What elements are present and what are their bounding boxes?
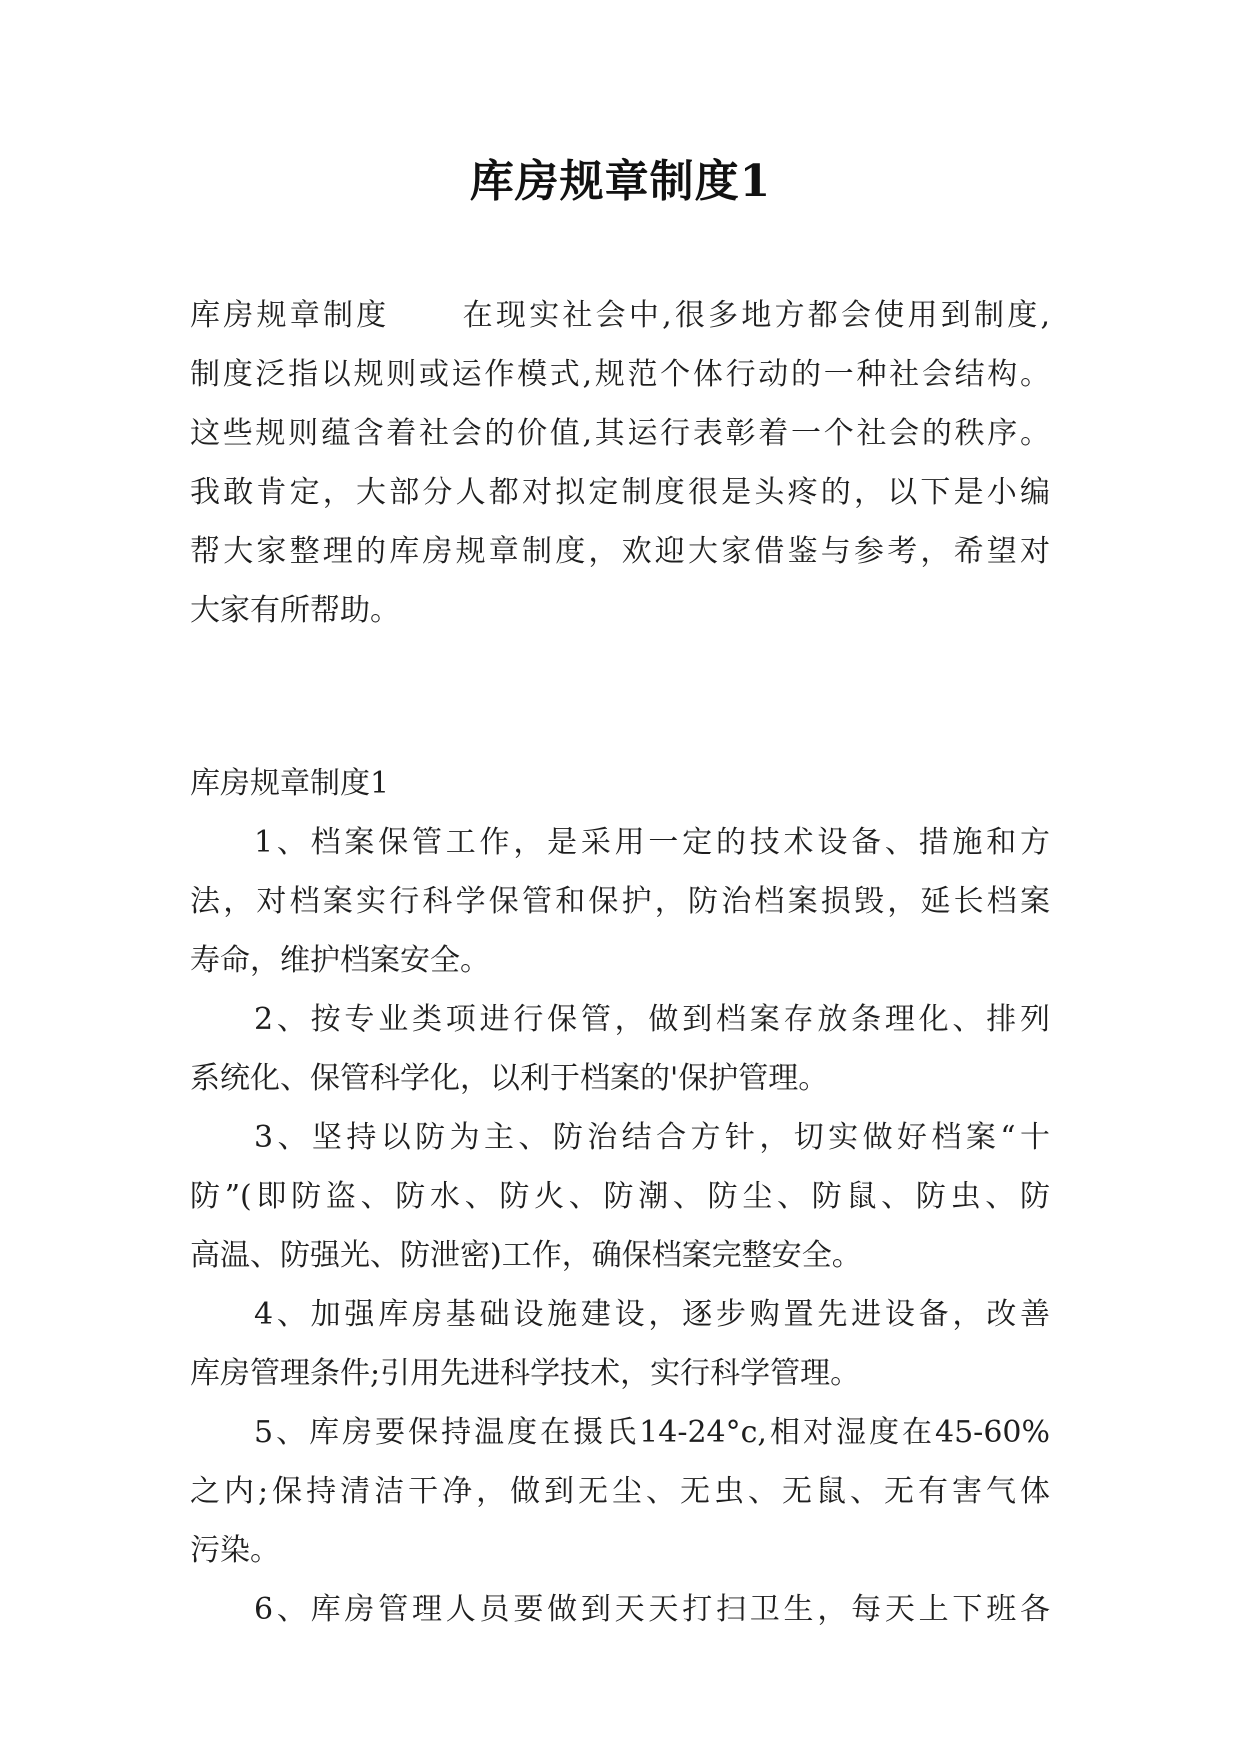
item-line: 高温、防强光、防泄密)工作，确保档案完整安全。 <box>190 1238 862 1273</box>
item-line: 系统化、保管科学化，以利于档案的'保护管理。 <box>190 1061 829 1096</box>
item-line: 1、档案保管工作，是采用一定的技术设备、措施和方 <box>254 825 1050 860</box>
intro-line: 这些规则蕴含着社会的价值,其运行表彰着一个社会的秩序。 <box>190 416 1050 451</box>
list-item <box>190 990 1050 1108</box>
section-heading: 库房规章制度1 <box>190 766 390 801</box>
intro-lead: 库房规章制度 <box>190 298 390 333</box>
item-line: 2、按专业类项进行保管，做到档案存放条理化、排列 <box>254 1002 1050 1037</box>
document-body <box>190 286 1050 1639</box>
intro-line: 制度泛指以规则或运作模式,规范个体行动的一种社会结构。 <box>190 357 1050 392</box>
item-line: 4、加强库房基础设施建设，逐步购置先进设备，改善 <box>254 1297 1050 1332</box>
document-title: 库房规章制度1 <box>469 156 772 207</box>
item-line: 之内;保持清洁干净，做到无尘、无虫、无鼠、无有害气体 <box>190 1474 1050 1509</box>
list-item <box>190 1403 1050 1580</box>
intro-paragraph <box>190 286 1050 640</box>
item-line: 防”(即防盗、防水、防火、防潮、防尘、防鼠、防虫、防 <box>190 1179 1050 1214</box>
item-line: 法，对档案实行科学保管和保护，防治档案损毁，延长档案 <box>190 884 1050 919</box>
item-line: 6、库房管理人员要做到天天打扫卫生，每天上下班各 <box>254 1592 1050 1627</box>
item-line: 3、坚持以防为主、防治结合方针，切实做好档案“十 <box>254 1120 1050 1155</box>
item-line: 5、库房要保持温度在摄氏14-24°c,相对湿度在45-60% <box>254 1415 1050 1450</box>
intro-line-1 <box>190 286 1050 345</box>
list-item <box>190 1285 1050 1403</box>
list-item <box>190 1580 1050 1639</box>
intro-first-line-rest: 在现实社会中,很多地方都会使用到制度, <box>459 298 1050 333</box>
intro-line: 大家有所帮助。 <box>190 593 400 628</box>
item-line: 库房管理条件;引用先进科学技术，实行科学管理。 <box>190 1356 861 1391</box>
item-line: 寿命，维护档案安全。 <box>190 943 490 978</box>
intro-line: 帮大家整理的库房规章制度，欢迎大家借鉴与参考，希望对 <box>190 534 1050 569</box>
item-line: 污染。 <box>190 1533 280 1568</box>
list-item <box>190 813 1050 990</box>
list-item <box>190 1108 1050 1285</box>
paragraph-gap <box>190 640 1050 754</box>
intro-line: 我敢肯定，大部分人都对拟定制度很是头疼的，以下是小编 <box>190 475 1050 510</box>
